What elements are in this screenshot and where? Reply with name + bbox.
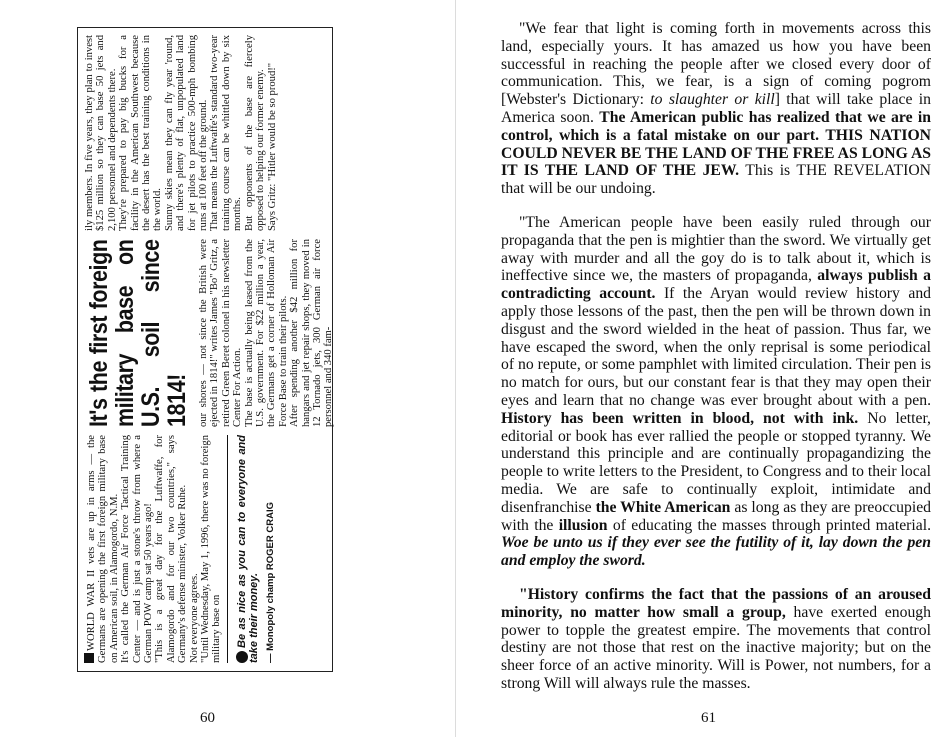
clipping-paragraph: our shores — not since the British were ejected in 1814!" writes James "Bo" Gritz, a retired Green Beret colonel in his newsletter Center For Action.: [198, 239, 244, 427]
paragraph-2: "The American people have been easily ruled through our propaganda that the pen is mightier than the sword. We virtually get away with murder and all the goy do is to talk about it, which is ineffective since we, the masters of propaganda, always publish a contradicting account. If the Aryan would review history and apply those lessons of the past, then the pen will be thrown down in disgust and the sword wielded in the heat of passion. Thus far, we have escaped the sword, when the only reprisal is some periodical of no repute, or some pamphlet with limited circulation. Their pen is no match for ours, but our constant fear is that they may open their eyes and learn that no change was ever brought about with a pen. History has been written in blood, not with ink. No letter, editorial or book has ever rallied the people or stopped tyranny. We understand this principle and are continually propagandizing the people to write letters to the President, to Congress and to their local media. We are safe to continually exploit, intimidate and disenfranchise the White American as long as they are preoccupied with the illusion of educating the masses through printed material. Woe be unto us if they ever see the futility of it, lay down the pen and employ the sword.: [501, 213, 932, 570]
clipping-paragraph: Says Gritz: "Hitler would be so proud!": [266, 62, 278, 231]
clipping-divider: [227, 435, 228, 663]
clipping-headline: It's the first foreign military base on U.S. soil since 1814!: [85, 239, 191, 427]
clipping-paragraph: They're prepared to pay big bucks for a facility in the American Southwest because the desert has the best training conditions in the world.: [118, 35, 164, 231]
dropcap-square: [84, 653, 94, 663]
clipping-paragraph: "This is a great day for the Luftwaffe, for Alamogordo and for our two countries," says Germany's defense minister, Volker Ruhe.: [154, 435, 189, 663]
clipping-paragraph: But opponents of the base are fiercely opposed to helping our former enemy.: [243, 35, 267, 231]
clipping-paragraph: The base is actually being leased from the U.S. government. For $22 million a year, the Germans get a corner of Holloman Air Force Base to train their pilots.: [243, 239, 289, 427]
right-page: [476, 0, 950, 737]
clipping-paragraph: After spending another $42 million for hangars and jet repair shops, they moved in 12 Tornado jets, 300 German air force personnel and 340 fam-: [289, 239, 335, 427]
clipping-column-2: [84, 239, 335, 427]
body-text: [501, 20, 931, 709]
clipping-lead: WORLD WAR II vets are up in arms — the Germans are opening the first foreign military base on American soil, in Alamogordo, N.M.: [86, 435, 120, 663]
bullet-icon: [236, 651, 248, 663]
paragraph-3: "History confirms the fact that the passions of an aroused minority, no matter how small a group, have exerted enough power to topple the greatest empire. The movements that control destiny are not those that rest on the inactive majority; but on the sheer force of an active minority. Will is Power, not numbers, for a strong Will will always rule the masses.: [501, 585, 931, 692]
clipping-quote: Be as nice as you can to everyone and take their money.: [235, 435, 261, 663]
clipping-paragraph: It's called the German Air Force Tactical Training Center — and is just a stone's throw from where a German POW camp sat 50 years ago!: [120, 435, 155, 663]
clipping-paragraph: Not everyone agrees.: [188, 573, 200, 663]
page-number: 60: [200, 710, 215, 726]
clipping-paragraph: Sunny skies mean they can fly year 'round, and there's plenty of flat, unpopulated land for jet pilots to practice 500-mph bombing runs at 100 feet off the ground.: [163, 35, 210, 231]
left-page: [0, 0, 473, 737]
clipping-rotated-content: [78, 28, 335, 671]
page-number: 61: [701, 710, 716, 726]
clipping-paragraph: ily members. In five years, they plan to invest $125 million so they can base 50 jets and 2,100 personnel and dependents there.: [84, 35, 118, 231]
paragraph-1: "We fear that light is coming forth in movements across this land, especially yours. It has amazed us how you have been successful in reaching the people after we closed every door of communication. This, we fear, is a sign of coming pogrom [Webster's Dictionary: to slaughter or kill] that will take place in America soon. The American public has realized that we are in control, which is a fatal mistake on our part. THIS NATION COULD NEVER BE THE LAND OF THE FREE AS LONG AS IT IS THE LAND OF THE JEW. This is THE REVELATION that will be our undoing.: [501, 20, 931, 198]
newspaper-clipping: [77, 27, 333, 672]
quote-signature: — Monopoly champ ROGER CRAIG: [264, 502, 276, 663]
clipping-column-3: [84, 35, 278, 231]
clipping-column-1: [84, 435, 276, 663]
clipping-paragraph: That means the Luftwaffe's standard two-year training course can be whittled down by six months.: [209, 35, 244, 231]
clipping-paragraph: "Until Wednesday, May 1, 1996, there was no foreign military base on: [200, 435, 223, 663]
book-gutter: [455, 0, 456, 737]
